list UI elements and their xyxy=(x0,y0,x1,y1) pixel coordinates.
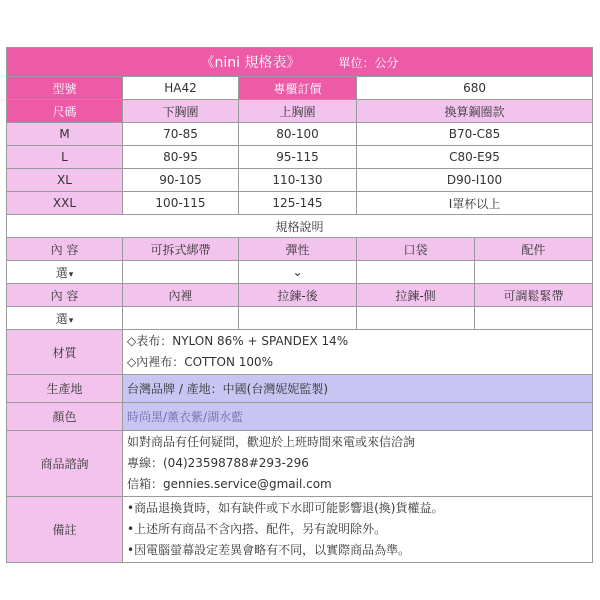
inquiry-line-1: 如對商品有任何疑問，歡迎於上班時間來電或來信洽詢 xyxy=(127,435,416,449)
upper-bust-cell: 95-115 xyxy=(239,146,357,169)
bra-size-cell: D90-I100 xyxy=(357,169,593,192)
under-bust-cell: 100-115 xyxy=(123,192,239,215)
upper-bust-cell: 80-100 xyxy=(239,123,357,146)
size-cell: XL xyxy=(7,169,123,192)
feature-zipper-back: 拉鍊-後 xyxy=(239,284,357,307)
size-cell: M xyxy=(7,123,123,146)
feature-value-elasticity xyxy=(239,261,357,284)
feature-content-label: 內 容 xyxy=(7,284,123,307)
material-label: 材質 xyxy=(7,330,123,375)
size-cell: L xyxy=(7,146,123,169)
chevron-down-icon: ▾ xyxy=(68,315,74,326)
spec-title: 規格說明 xyxy=(7,215,593,238)
table-row xyxy=(7,146,593,169)
price-label: 專櫃訂價 xyxy=(239,77,357,100)
bra-size-cell: B70-C85 xyxy=(357,123,593,146)
unit-text: 單位：公分 xyxy=(338,56,399,70)
color-value: 時尚黑/薰衣紫/湖水藍 xyxy=(123,403,593,431)
feature-value-lining xyxy=(123,307,239,330)
upper-bust-header: 上胸圍 xyxy=(239,100,357,123)
inquiry-label: 商品諮詢 xyxy=(7,431,123,497)
select-label: 選 xyxy=(55,311,68,326)
notes-label: 備註 xyxy=(7,497,123,563)
bra-size-header: 換算鋼圈款 xyxy=(357,100,593,123)
material-line-2: ◇內裡布：COTTON 100% xyxy=(127,355,274,369)
inquiry-phone: 專線：(04)23598788#293-296 xyxy=(127,456,309,470)
feature-zipper-side: 拉鍊-側 xyxy=(357,284,475,307)
notes-line-3: •因電腦螢幕設定差異會略有不同，以實際商品為準。 xyxy=(127,543,411,557)
chevron-down-icon: ▾ xyxy=(68,269,74,280)
feature-value-adjustable-band xyxy=(475,307,593,330)
feature-value-zipper-side xyxy=(357,307,475,330)
under-bust-cell: 90-105 xyxy=(123,169,239,192)
model-value: HA42 xyxy=(123,77,239,100)
upper-bust-cell: 110-130 xyxy=(239,169,357,192)
spec-table xyxy=(6,47,593,563)
feature-pocket: 口袋 xyxy=(357,238,475,261)
feature-elasticity: 彈性 xyxy=(239,238,357,261)
origin-value: 台灣品牌 / 產地：中國(台灣妮妮監製) xyxy=(123,375,593,403)
under-bust-header: 下胸圍 xyxy=(123,100,239,123)
table-row xyxy=(7,169,593,192)
inquiry-value xyxy=(123,431,593,497)
feature-value-zipper-back xyxy=(239,307,357,330)
under-bust-cell: 80-95 xyxy=(123,146,239,169)
origin-label: 生產地 xyxy=(7,375,123,403)
model-label: 型號 xyxy=(7,77,123,100)
select-label: 選 xyxy=(55,265,68,280)
notes-line-2: •上述所有商品不含內搭、配件，另有說明除外。 xyxy=(127,522,387,536)
bra-size-cell: I罩杯以上 xyxy=(357,192,593,215)
feature-select-2[interactable] xyxy=(7,307,123,330)
feature-detachable-strap: 可拆式綁帶 xyxy=(123,238,239,261)
feature-value-accessory xyxy=(475,261,593,284)
notes-line-1: •商品退換貨時，如有缺件或下水即可能影響退(換)貨權益。 xyxy=(127,501,444,515)
inquiry-email: 信箱：gennies.service@gmail.com xyxy=(127,477,332,491)
feature-lining: 內裡 xyxy=(123,284,239,307)
table-row xyxy=(7,192,593,215)
upper-bust-cell: 125-145 xyxy=(239,192,357,215)
size-cell: XXL xyxy=(7,192,123,215)
title-text: 《nini 規格表》 xyxy=(200,55,301,71)
color-label: 顏色 xyxy=(7,403,123,431)
chevron-down-icon: ⌄ xyxy=(292,265,303,279)
table-row xyxy=(7,123,593,146)
material-value xyxy=(123,330,593,375)
notes-value xyxy=(123,497,593,563)
table-title xyxy=(7,48,593,77)
feature-value-pocket xyxy=(357,261,475,284)
feature-accessory: 配件 xyxy=(475,238,593,261)
under-bust-cell: 70-85 xyxy=(123,123,239,146)
feature-value-strap xyxy=(123,261,239,284)
size-header: 尺碼 xyxy=(7,100,123,123)
feature-select-1[interactable] xyxy=(7,261,123,284)
feature-content-label: 內 容 xyxy=(7,238,123,261)
bra-size-cell: C80-E95 xyxy=(357,146,593,169)
price-value: 680 xyxy=(357,77,593,100)
feature-adjustable-band: 可調鬆緊帶 xyxy=(475,284,593,307)
material-line-1: ◇表布：NYLON 86% + SPANDEX 14% xyxy=(127,334,349,348)
